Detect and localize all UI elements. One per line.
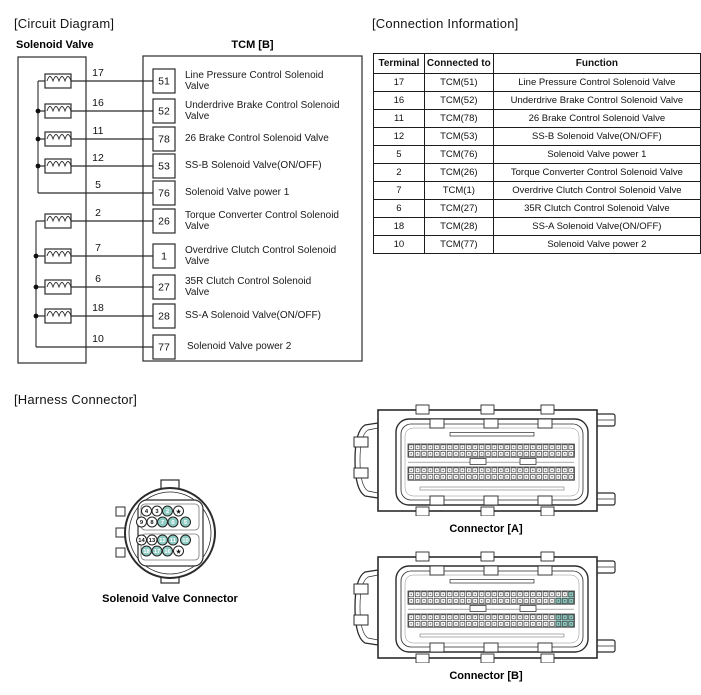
pin-label: 14 bbox=[138, 538, 145, 544]
table-row bbox=[374, 74, 701, 92]
wire-numbers bbox=[92, 67, 104, 345]
pin-label: 10 bbox=[182, 538, 189, 544]
connector-clip bbox=[416, 552, 429, 561]
cell-terminal: 18 bbox=[374, 218, 425, 236]
tcm-pin-number: 28 bbox=[158, 310, 170, 323]
table-row bbox=[374, 146, 701, 164]
solenoid-valve-box-label: Solenoid Valve bbox=[16, 39, 94, 51]
pin-label: 9 bbox=[139, 520, 144, 526]
connector-clip bbox=[416, 654, 429, 663]
connector-a-label: Connector [A] bbox=[449, 523, 523, 535]
wire-number: 17 bbox=[92, 67, 104, 79]
alignment-rib bbox=[450, 433, 534, 437]
pin-label: 8 bbox=[150, 520, 154, 526]
pin-label: 16 bbox=[164, 549, 171, 555]
cell-connected-to: TCM(1) bbox=[424, 182, 493, 200]
tcm-pin-number: 53 bbox=[158, 160, 170, 173]
pin-label: ★ bbox=[175, 549, 182, 556]
pin-label: 11 bbox=[169, 538, 177, 544]
alignment-rib bbox=[420, 487, 564, 490]
cell-function: Solenoid Valve power 1 bbox=[493, 146, 700, 164]
function-label: Solenoid Valve power 2 bbox=[187, 341, 292, 353]
connector-latch bbox=[354, 615, 368, 625]
table-row bbox=[374, 182, 701, 200]
inner-tab bbox=[430, 643, 444, 652]
tcm-pin-number: 27 bbox=[158, 281, 170, 294]
connector-clip bbox=[481, 507, 494, 516]
cell-function: 26 Brake Control Solenoid Valve bbox=[493, 110, 700, 128]
cell-function: SS-A Solenoid Valve(ON/OFF) bbox=[493, 218, 700, 236]
connector-latch bbox=[354, 468, 368, 478]
connector-b-drawing bbox=[350, 551, 622, 663]
inner-tab bbox=[538, 566, 552, 575]
function-label: Solenoid Valve power 1 bbox=[185, 187, 290, 199]
tcm-pin-number: 1 bbox=[161, 250, 167, 263]
pin-label: 13 bbox=[148, 538, 156, 544]
wire-number: 7 bbox=[95, 242, 101, 254]
connector-clip bbox=[416, 507, 429, 516]
inner-tab bbox=[484, 643, 498, 652]
cell-function: Overdrive Clutch Control Solenoid Valve bbox=[493, 182, 700, 200]
pin-label: 7 bbox=[160, 520, 165, 526]
tcm-pin-number: 77 bbox=[158, 341, 170, 354]
solenoid-coil-icon bbox=[45, 74, 71, 323]
alignment-rib bbox=[420, 634, 564, 637]
cell-connected-to: TCM(77) bbox=[424, 236, 493, 254]
pin-label: 12 bbox=[159, 538, 166, 544]
cell-function: Solenoid Valve power 2 bbox=[493, 236, 700, 254]
inner-tab bbox=[430, 496, 444, 505]
wire-number: 16 bbox=[92, 97, 104, 109]
inner-tab bbox=[538, 419, 552, 428]
pin-grid bbox=[408, 444, 574, 480]
connector-left-cap bbox=[355, 570, 378, 645]
solenoid-valve-connector-drawing bbox=[110, 470, 240, 590]
tcm-pin-number: 26 bbox=[158, 215, 170, 228]
pin-label: 18 bbox=[143, 549, 150, 555]
table-row bbox=[374, 110, 701, 128]
connector-latch bbox=[354, 437, 368, 447]
solenoid-valve-box bbox=[18, 57, 86, 363]
connector-b-label: Connector [B] bbox=[449, 670, 523, 682]
pin-grid bbox=[408, 591, 574, 627]
cell-connected-to: TCM(26) bbox=[424, 164, 493, 182]
cell-connected-to: TCM(53) bbox=[424, 128, 493, 146]
col-header-function: Function bbox=[493, 54, 700, 74]
connector-side-tab bbox=[116, 528, 125, 537]
connector-left-cap bbox=[355, 423, 378, 498]
pin-label: 3 bbox=[155, 509, 159, 515]
cell-terminal: 10 bbox=[374, 236, 425, 254]
cell-terminal: 2 bbox=[374, 164, 425, 182]
function-label: 26 Brake Control Solenoid Valve bbox=[185, 133, 329, 145]
cell-terminal: 16 bbox=[374, 92, 425, 110]
connector-clip bbox=[541, 507, 554, 516]
cell-connected-to: TCM(52) bbox=[424, 92, 493, 110]
tcm-pin-number: 78 bbox=[158, 133, 170, 146]
tcm-pin-number: 76 bbox=[158, 187, 170, 200]
cell-connected-to: TCM(51) bbox=[424, 74, 493, 92]
wire-number: 12 bbox=[92, 152, 104, 164]
table-row bbox=[374, 200, 701, 218]
pin-label: 2 bbox=[165, 509, 170, 515]
connector-a-drawing bbox=[350, 404, 622, 516]
cell-connected-to: TCM(78) bbox=[424, 110, 493, 128]
connector-clip bbox=[541, 405, 554, 414]
connector-clip bbox=[481, 654, 494, 663]
connector-clip bbox=[541, 552, 554, 561]
cell-function: SS-B Solenoid Valve(ON/OFF) bbox=[493, 128, 700, 146]
function-label: Underdrive Brake Control Solenoid Valve bbox=[185, 99, 340, 122]
table-row bbox=[374, 164, 701, 182]
wire-number: 2 bbox=[95, 207, 101, 219]
alignment-rib bbox=[450, 580, 534, 584]
solenoid-connector-label: Solenoid Valve Connector bbox=[102, 593, 238, 605]
table-header-row bbox=[374, 54, 701, 74]
cell-terminal: 11 bbox=[374, 110, 425, 128]
connector-latch bbox=[354, 584, 368, 594]
col-header-connected-to: Connected to bbox=[424, 54, 493, 74]
inner-tab bbox=[538, 496, 552, 505]
tcm-box-label: TCM [B] bbox=[231, 39, 274, 51]
tcm-pin-number: 51 bbox=[158, 75, 170, 88]
pin-label: 4 bbox=[144, 509, 149, 515]
inner-tab bbox=[484, 566, 498, 575]
cell-terminal: 5 bbox=[374, 146, 425, 164]
function-label: 35R Clutch Control Solenoid Valve bbox=[185, 275, 312, 298]
connector-side-tab bbox=[116, 548, 125, 557]
connection-information-title: [Connection Information] bbox=[372, 16, 519, 31]
circuit-diagram-title: [Circuit Diagram] bbox=[14, 16, 115, 31]
wire-number: 18 bbox=[92, 302, 104, 314]
table-row bbox=[374, 218, 701, 236]
cell-function: 35R Clutch Control Solenoid Valve bbox=[493, 200, 700, 218]
harness-connector-title: [Harness Connector] bbox=[14, 392, 138, 407]
connector-clip bbox=[481, 552, 494, 561]
wire-number: 10 bbox=[92, 333, 104, 345]
function-label: SS-B Solenoid Valve(ON/OFF) bbox=[185, 160, 322, 172]
cell-function: Torque Converter Control Solenoid Valve bbox=[493, 164, 700, 182]
inner-tab bbox=[538, 643, 552, 652]
pin-label: 17 bbox=[153, 549, 161, 555]
connector-clip bbox=[541, 654, 554, 663]
inner-tab bbox=[430, 566, 444, 575]
function-label: Torque Converter Control Solenoid Valve bbox=[185, 209, 339, 232]
pin-label: 5 bbox=[183, 520, 188, 526]
inner-tab bbox=[484, 419, 498, 428]
col-header-terminal: Terminal bbox=[374, 54, 425, 74]
connector-clip bbox=[481, 405, 494, 414]
tcm-pin-number: 52 bbox=[158, 105, 170, 118]
table-row bbox=[374, 92, 701, 110]
cell-terminal: 12 bbox=[374, 128, 425, 146]
inner-tab bbox=[484, 496, 498, 505]
cell-connected-to: TCM(28) bbox=[424, 218, 493, 236]
function-label: SS-A Solenoid Valve(ON/OFF) bbox=[185, 310, 321, 322]
inner-tab bbox=[430, 419, 444, 428]
wire-number: 6 bbox=[95, 273, 101, 285]
cell-function: Line Pressure Control Solenoid Valve bbox=[493, 74, 700, 92]
pin-label: 6 bbox=[171, 520, 175, 526]
function-label: Line Pressure Control Solenoid Valve bbox=[185, 69, 324, 92]
connection-table bbox=[373, 53, 701, 254]
table-row bbox=[374, 128, 701, 146]
function-label: Overdrive Clutch Control Solenoid Valve bbox=[185, 244, 337, 267]
pin-label: ★ bbox=[175, 509, 182, 516]
connector-clip bbox=[416, 405, 429, 414]
cell-terminal: 17 bbox=[374, 74, 425, 92]
connector-side-tab bbox=[116, 507, 125, 516]
table-row bbox=[374, 236, 701, 254]
wire-number: 5 bbox=[95, 179, 101, 191]
cell-connected-to: TCM(27) bbox=[424, 200, 493, 218]
cell-connected-to: TCM(76) bbox=[424, 146, 493, 164]
cell-function: Underdrive Brake Control Solenoid Valve bbox=[493, 92, 700, 110]
cell-terminal: 7 bbox=[374, 182, 425, 200]
wire-number: 11 bbox=[92, 125, 104, 137]
cell-terminal: 6 bbox=[374, 200, 425, 218]
